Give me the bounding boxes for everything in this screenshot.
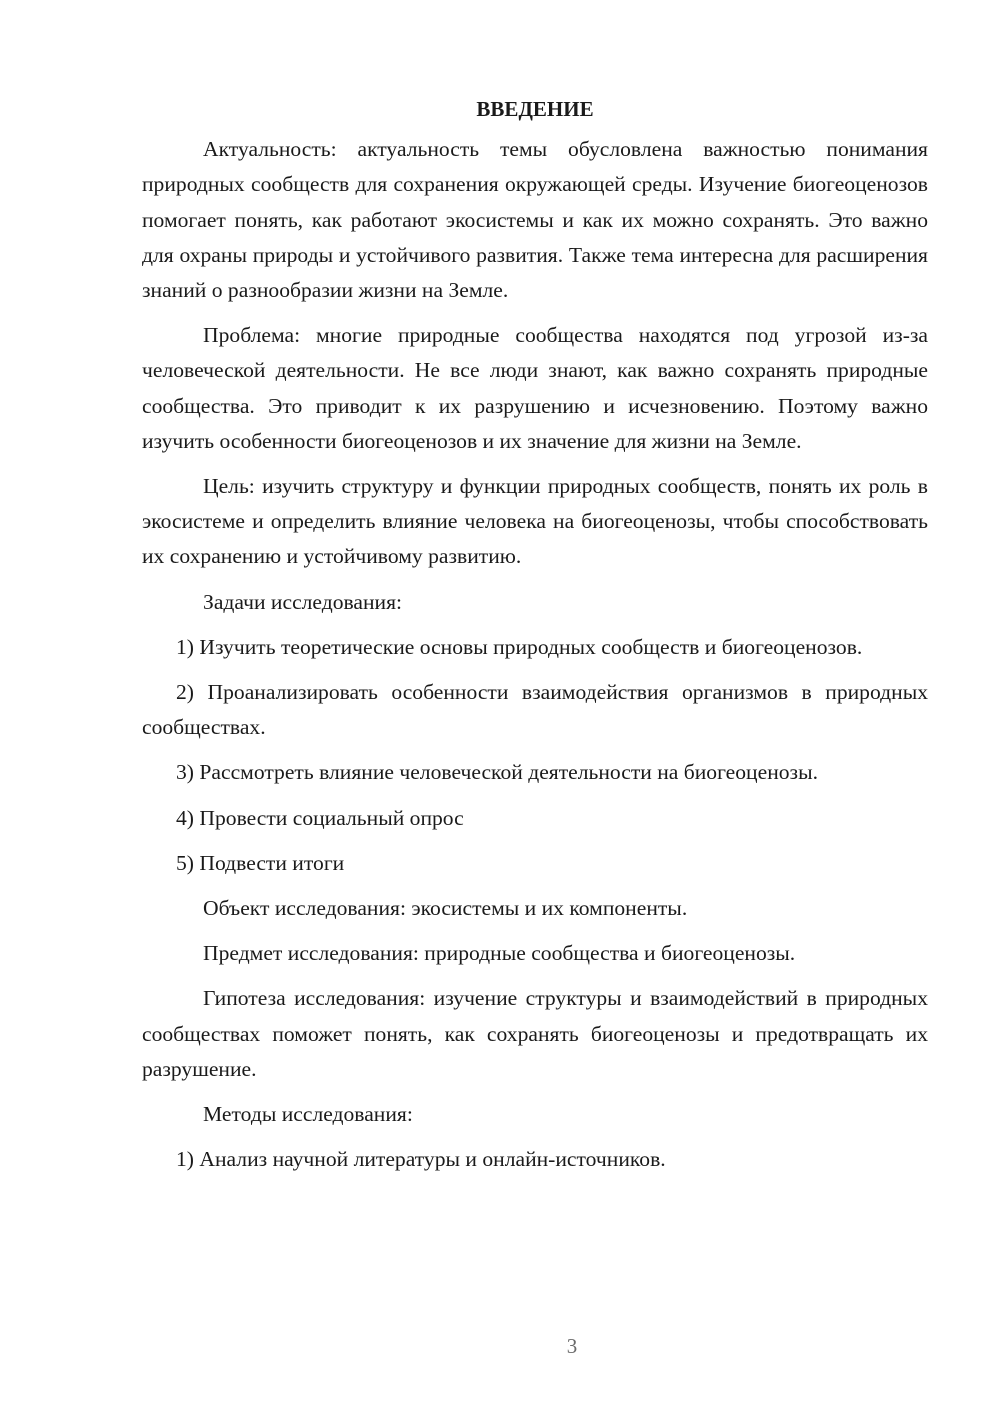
research-object: Объект исследования: экосистемы и их компоненты.: [203, 896, 688, 921]
page-content: [142, 92, 928, 1187]
task-item-4: 4) Провести социальный опрос: [176, 805, 464, 830]
method-item-1: 1) Анализ научной литературы и онлайн-источников.: [176, 1147, 666, 1172]
task-item-1: 1) Изучить теоретические основы природных сообществ и биогеоценозов.: [176, 634, 863, 659]
task-item-5: 5) Подвести итоги: [176, 850, 345, 875]
methods-heading: Методы исследования:: [203, 1102, 413, 1127]
paragraph-problem: Проблема: многие природные сообщества находятся под угрозой из-за человеческой деятельности. Не все люди знают, как важно сохранять природные сообщества. Это приводит к их разрушению и исчезновению. Поэтому важно изучить особенности биогеоценозов и их значение для жизни на Земле.: [142, 323, 928, 453]
paragraph-goal: Цель: изучить структуру и функции природных сообществ, понять их роль в экосистеме и определить влияние человека на биогеоценозы, чтобы способствовать их сохранению и устойчивому развитию.: [142, 474, 928, 569]
section-title: ВВЕДЕНИЕ: [476, 97, 594, 121]
page-number: 3: [566, 1334, 578, 1358]
research-subject: Предмет исследования: природные сообщества и биогеоценозы.: [203, 941, 796, 966]
task-item-2: 2) Проанализировать особенности взаимодействия организмов в природных сообществах.: [142, 680, 928, 740]
task-item-3: 3) Рассмотреть влияние человеческой деятельности на биогеоценозы.: [176, 760, 818, 785]
research-hypothesis: Гипотеза исследования: изучение структуры и взаимодействий в природных сообществах поможет понять, как сохранять биогеоценозы и предотвращать их разрушение.: [142, 986, 928, 1081]
tasks-heading: Задачи исследования:: [203, 589, 403, 614]
paragraph-relevance: Актуальность: актуальность темы обусловлена важностью понимания природных сообществ для сохранения окружающей среды. Изучение биогеоценозов помогает понять, как работают экосистемы и как их можно сохранять. Это важно для охраны природы и устойчивого развития. Также тема интересна для расширения знаний о разнообразии жизни на Земле.: [142, 137, 928, 303]
